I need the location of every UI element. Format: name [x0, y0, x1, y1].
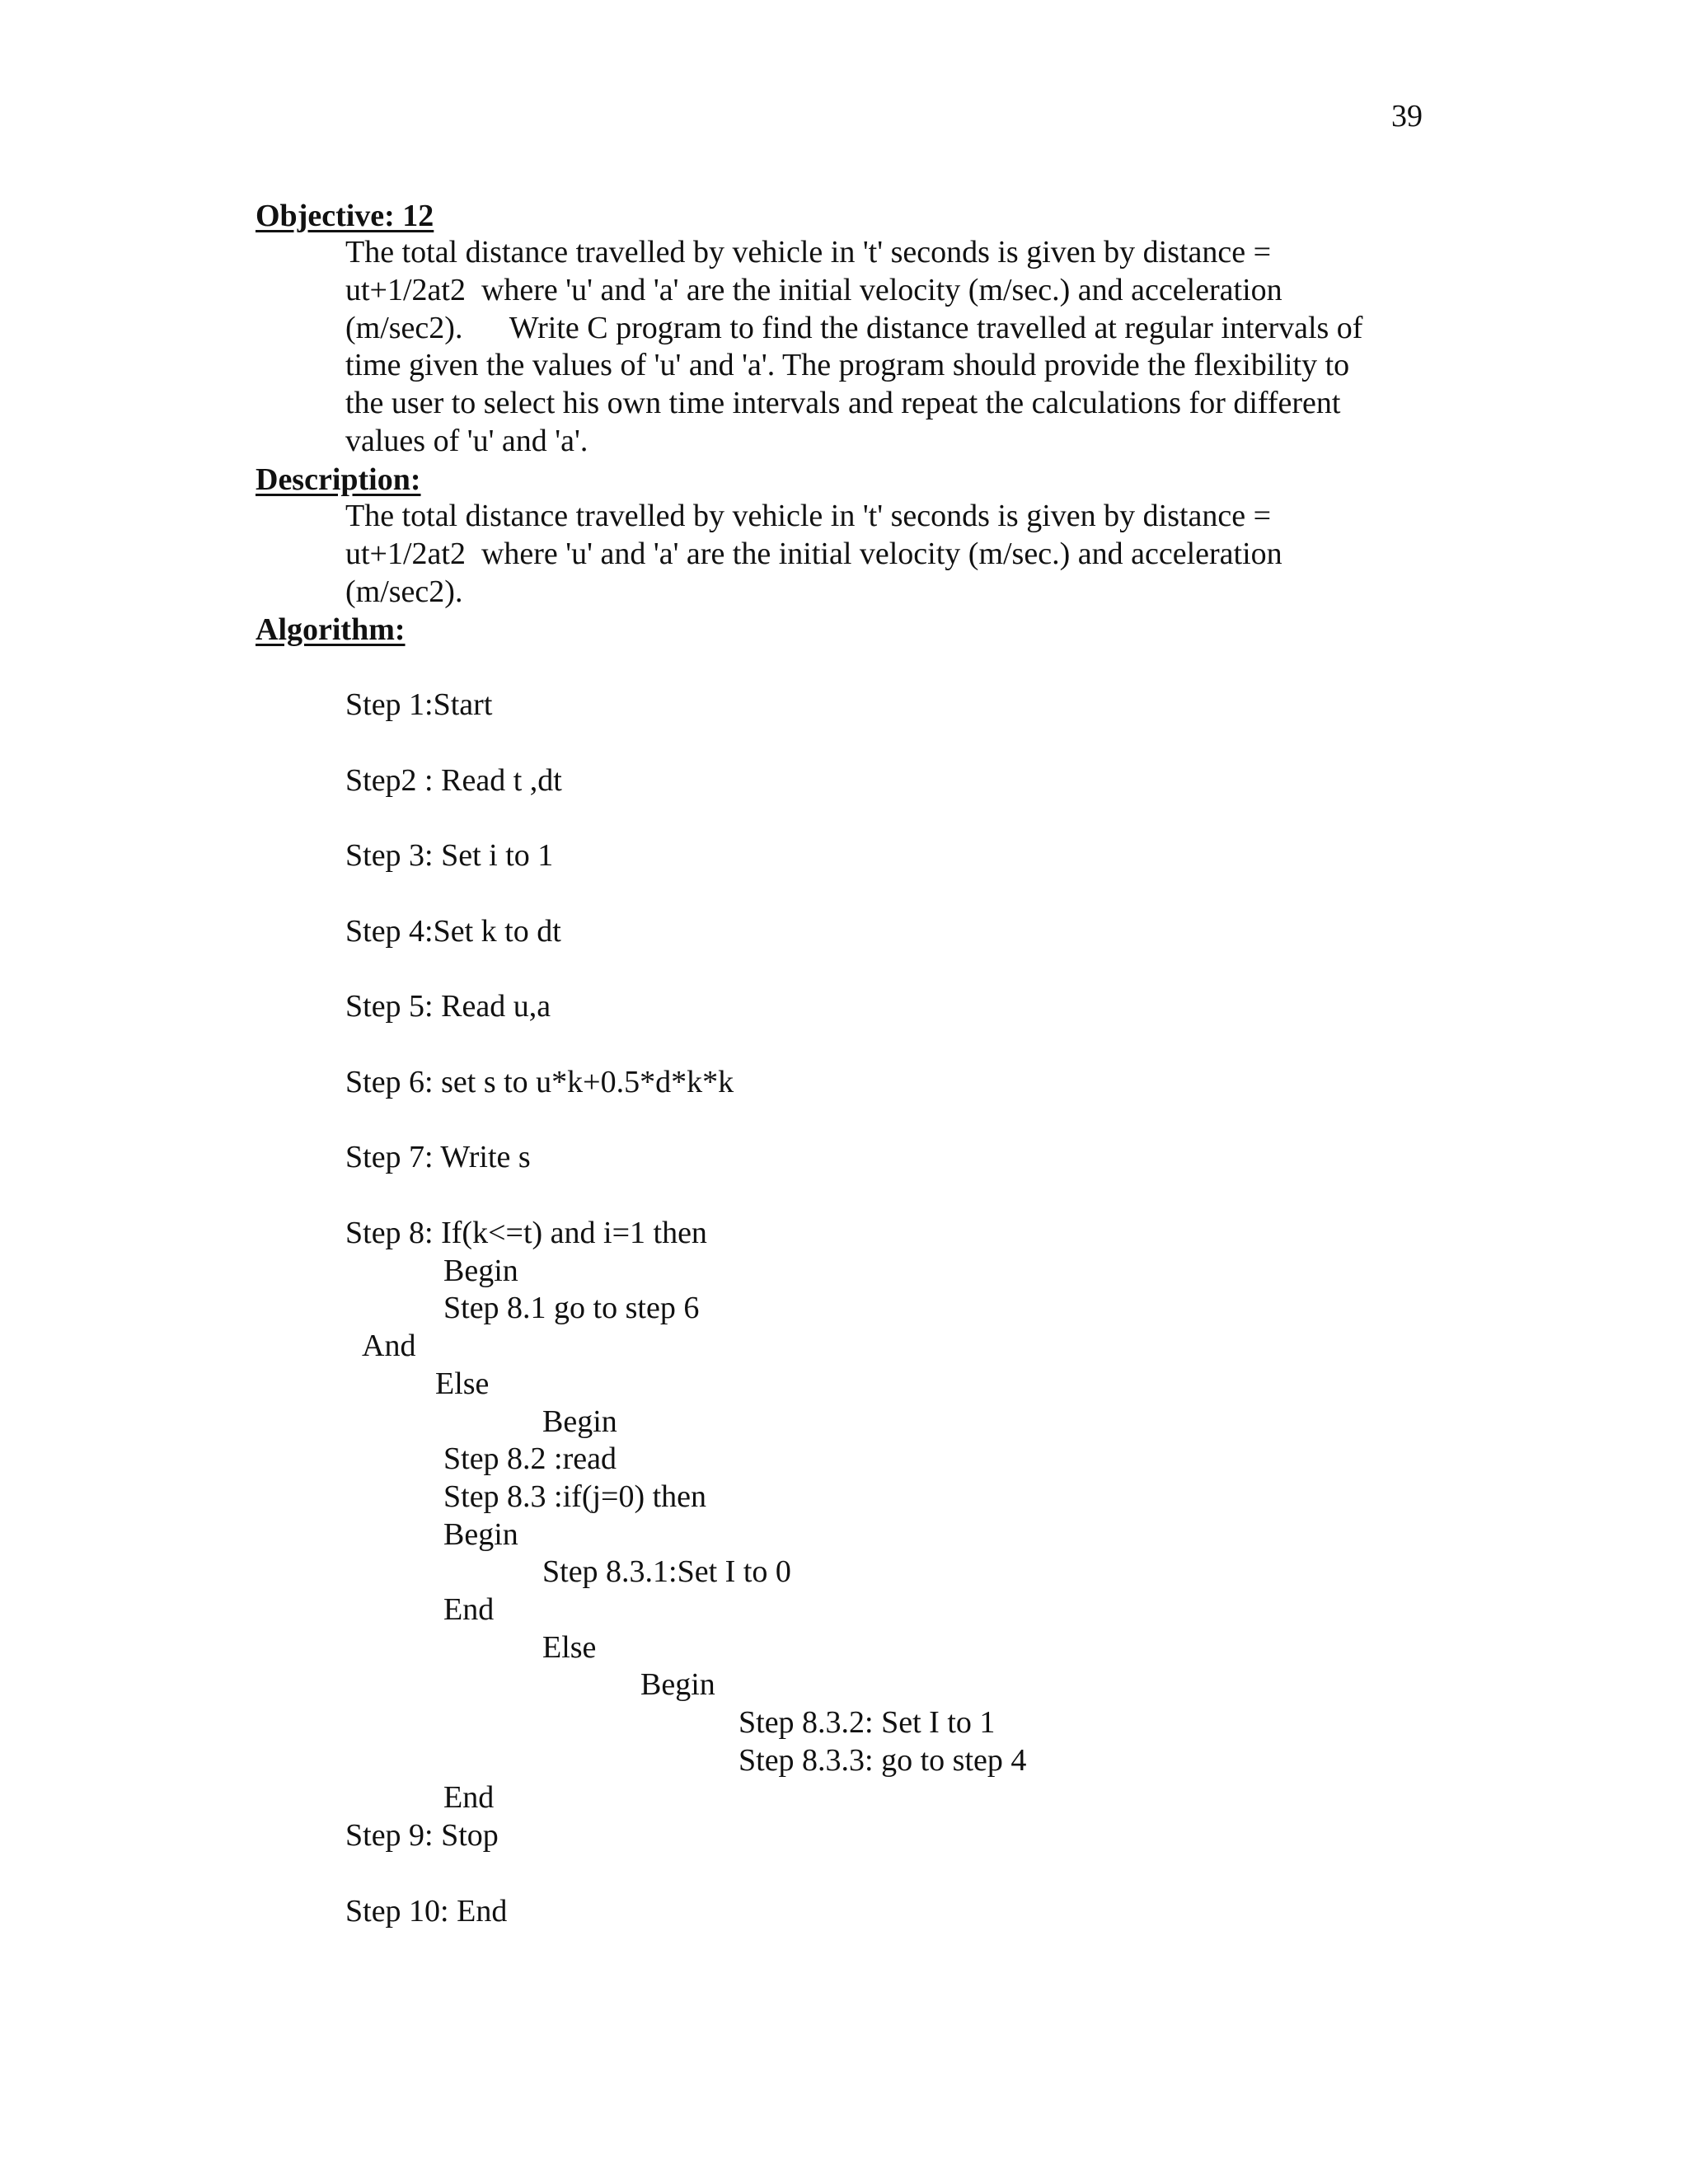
algorithm-step: Step 5: Read u,a: [345, 989, 551, 1024]
algorithm-step: Begin: [542, 1404, 617, 1439]
algorithm-step: Else: [435, 1366, 490, 1401]
page-number: 39: [1391, 99, 1423, 134]
algorithm-step: Else: [542, 1630, 597, 1665]
objective-heading: Objective: 12: [256, 199, 434, 233]
objective-line: the user to select his own time intervals and repeat the calculations for different: [345, 386, 1341, 421]
algorithm-step: Step 9: Stop: [345, 1818, 499, 1853]
objective-line: The total distance travelled by vehicle in 't' seconds is given by distance =: [345, 235, 1272, 269]
algorithm-step: Step 1:Start: [345, 687, 493, 722]
algorithm-step: Step 10: End: [345, 1894, 508, 1929]
algorithm-step: Step 6: set s to u*k+0.5*d*k*k: [345, 1065, 734, 1099]
algorithm-step: Step2 : Read t ,dt: [345, 763, 562, 798]
algorithm-step: Step 7: Write s: [345, 1140, 531, 1174]
algorithm-step: Step 8.3 :if(j=0) then: [443, 1479, 707, 1514]
description-line: The total distance travelled by vehicle in 't' seconds is given by distance =: [345, 499, 1272, 533]
algorithm-step: Begin: [640, 1667, 715, 1702]
algorithm-step: Step 8.3.2: Set I to 1: [738, 1705, 996, 1740]
algorithm-step: Step 8.3.3: go to step 4: [738, 1743, 1027, 1778]
algorithm-step: Step 8.3.1:Set I to 0: [542, 1554, 791, 1589]
algorithm-step: Step 8.1 go to step 6: [443, 1291, 700, 1325]
algorithm-step: End: [443, 1592, 495, 1627]
algorithm-step: Begin: [443, 1517, 518, 1552]
algorithm-step: Begin: [443, 1254, 518, 1288]
algorithm-step: End: [443, 1780, 495, 1815]
algorithm-step: And: [362, 1329, 416, 1363]
description-text: [345, 498, 1433, 611]
description-heading: Description:: [256, 462, 421, 497]
algorithm-step: Step 8: If(k<=t) and i=1 then: [345, 1216, 707, 1250]
algorithm-step: Step 3: Set i to 1: [345, 838, 554, 873]
description-line: ut+1/2at2 where 'u' and 'a' are the initial velocity (m/sec.) and acceleration: [345, 536, 1282, 571]
algorithm-step: Step 8.2 :read: [443, 1441, 617, 1476]
algorithm-heading: Algorithm:: [256, 612, 406, 647]
objective-line: time given the values of 'u' and 'a'. The program should provide the flexibility to: [345, 348, 1350, 383]
objective-text: [345, 234, 1433, 461]
algorithm-step: Step 4:Set k to dt: [345, 914, 561, 949]
objective-line: ut+1/2at2 where 'u' and 'a' are the initial velocity (m/sec.) and acceleration: [345, 272, 1282, 307]
objective-line: (m/sec2). Write C program to find the distance travelled at regular intervals of: [345, 310, 1363, 345]
objective-line: values of 'u' and 'a'.: [345, 423, 588, 458]
description-line: (m/sec2).: [345, 574, 463, 609]
